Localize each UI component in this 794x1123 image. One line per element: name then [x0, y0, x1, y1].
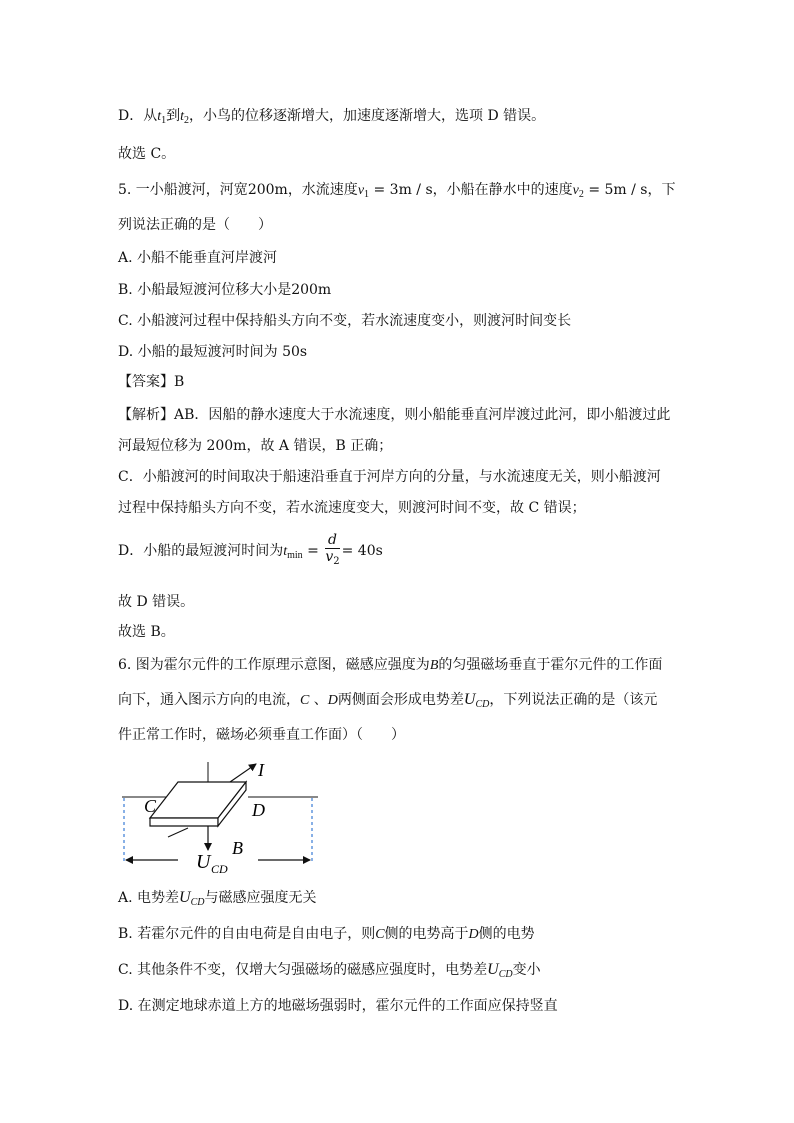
c-symbol: C [300, 693, 310, 708]
q6-option-a: A. 电势差UCD与磁感应强度无关 [118, 889, 317, 908]
label-d: D [252, 800, 265, 820]
current-arrow [230, 764, 256, 782]
q6-stem-line2: 向下，通入图示方向的电流，C 、D两侧面会形成电势差UCD，下列说法正确的是（该元 [118, 691, 658, 710]
prev-conclusion: 故选 C。 [118, 146, 176, 162]
d-over-v2-fraction: $\frac{d}{v_2}$ [325, 532, 340, 567]
q5-option-a: A. 小船不能垂直河岸渡河 [118, 250, 278, 266]
river-width: 200m [247, 182, 288, 198]
q5-stem-line2: 列说法正确的是（ ） [118, 217, 272, 233]
q6-option-c: C. 其他条件不变，仅增大匀强磁场的磁感应强度时，电势差UCD变小 [118, 961, 541, 980]
q5-analysis-line6: 故 D 错误。 [118, 594, 195, 610]
hall-plate-front [150, 818, 218, 826]
prev-option-d: D．从$t_1$到$t_2$，小鸟的位移逐渐增大，加速度逐渐增大，选项 D 错误。 [118, 108, 546, 126]
q5-analysis-formula-line: D．小船的最短渡河时间为$t_{min}$ = $\frac{d}{v_2}$ = 40s [118, 532, 383, 574]
label-c: C [144, 796, 157, 816]
label-u-sub: CD [211, 862, 228, 876]
label-b: B [232, 838, 243, 858]
d-symbol: D [327, 693, 338, 708]
b-symbol: B [429, 658, 439, 673]
ucd-symbol: UCD [463, 691, 490, 710]
q5-conclusion: 故选 B。 [118, 624, 175, 640]
current-wire-in [168, 828, 188, 837]
v1-value: = 3m / s [369, 182, 433, 198]
hall-element-figure [118, 752, 328, 878]
tmin-value: = 40s [341, 543, 383, 559]
label-u: U [196, 851, 211, 873]
t2-symbol: $t_2$ [180, 109, 190, 126]
q5-analysis-line3: C．小船渡河的时间取决于船速沿垂直于河岸方向的分量，与水流速度无关，则小船渡河 [118, 469, 661, 485]
q5-analysis-line1: 【解析】AB．因船的静水速度大于水流速度，则小船能垂直河岸渡过此河，即小船渡过此 [118, 407, 671, 423]
v1-symbol: $v_1$ [357, 183, 370, 200]
tmin-symbol: $t_{min}$ [283, 544, 303, 561]
t1-symbol: $t_1$ [157, 109, 167, 126]
q5-option-b: B. 小船最短渡河位移大小是200m [118, 282, 332, 298]
prev-option-d-text: D．从 [118, 108, 158, 124]
v2-value: = 5m / s [583, 182, 648, 198]
q5-answer: 【答案】B [118, 374, 185, 390]
q5-option-d: D. 小船的最短渡河时间为 50s [118, 344, 308, 360]
q6-option-d: D. 在测定地球赤道上方的地磁场强弱时，霍尔元件的工作面应保持竖直 [118, 998, 558, 1014]
label-i: I [258, 760, 264, 780]
q5-option-c: C. 小船渡河过程中保持船头方向不变，若水流速度变小，则渡河时间变长 [118, 313, 572, 329]
q5-analysis-line2: 河最短位移为 200m，故 A 错误，B 正确； [118, 438, 393, 454]
q6-stem-line1: 6. 图为霍尔元件的工作原理示意图，磁感应强度为B的匀强磁场垂直于霍尔元件的工作面 [118, 657, 663, 673]
q5-analysis-line4: 过程中保持船头方向不变，若水流速度变大，则渡河时间不变，故 C 错误； [118, 500, 586, 516]
q5-stem-line1: 5. 一小船渡河，河宽200m，水流速度$v_1 = 3m / s$，小船在静水中的速度$v_2 = 5m / s$，下 [118, 182, 676, 200]
v2-symbol: $v_2$ [572, 183, 584, 200]
q6-option-b: B. 若霍尔元件的自由电荷是自由电子，则C侧的电势高于D侧的电势 [118, 926, 535, 942]
q6-stem-line3: 件正常工作时，磁场必须垂直工作面）（ ） [118, 727, 405, 743]
